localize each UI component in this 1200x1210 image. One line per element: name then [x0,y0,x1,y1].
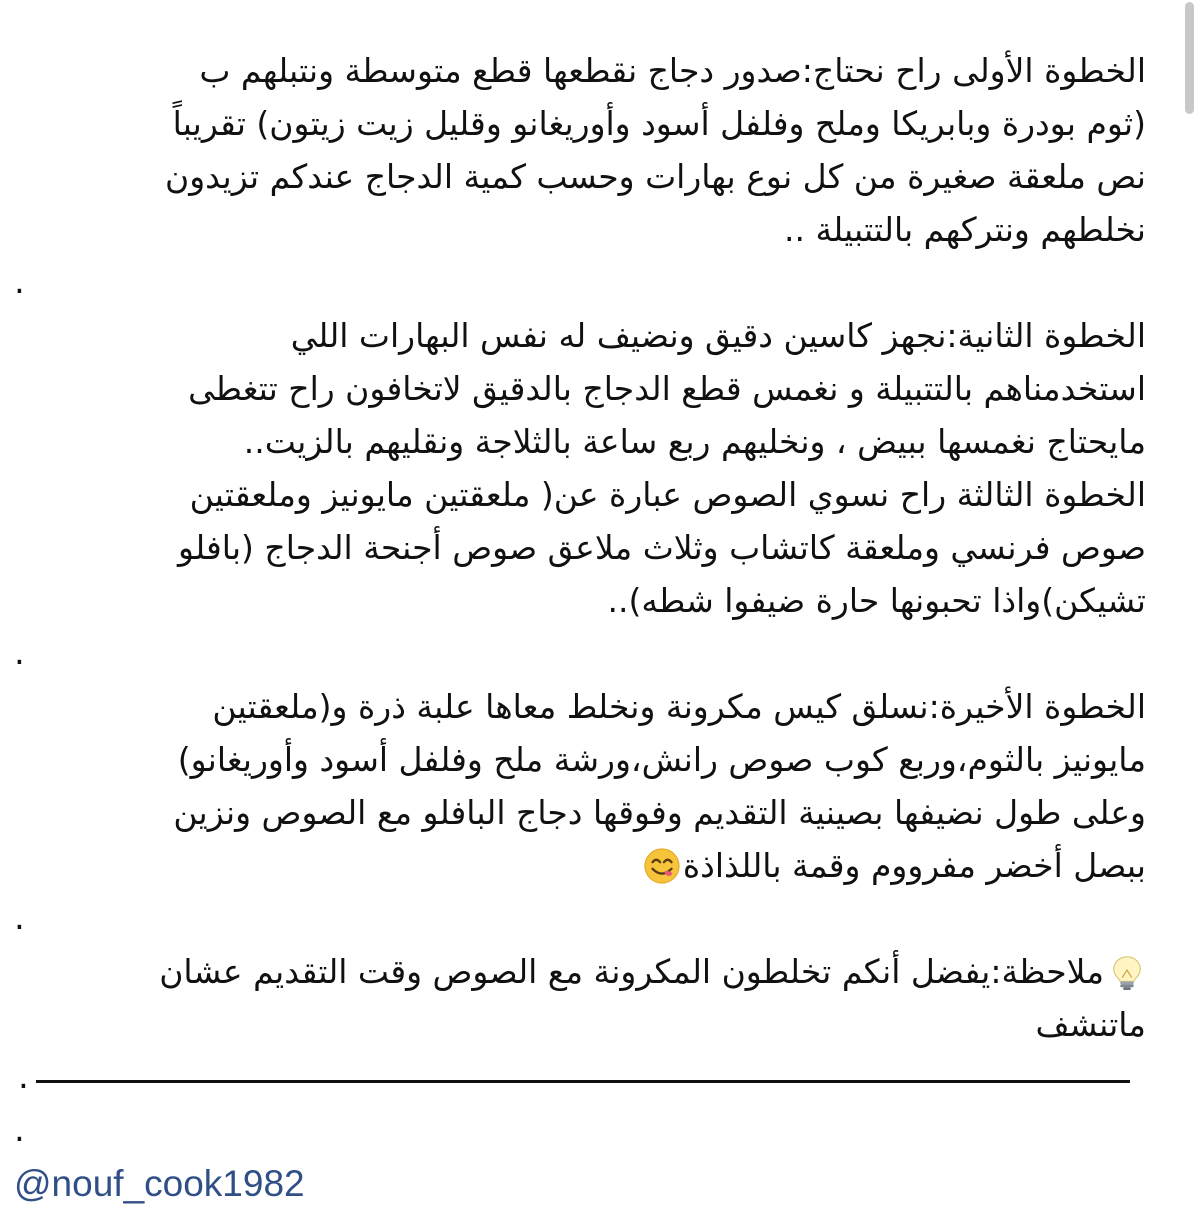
divider-dot: . [18,1057,29,1097]
note-body [14,44,1146,1210]
step-three-line-1: الخطوة الثالثة راح نسوي الصوص عبارة عن( ملعقتين مايونيز وملعقتين [189,475,1146,514]
step-four-line-1: الخطوة الأخيرة:نسلق كيس مكرونة ونخلط معاها علبة ذرة و(ملعقتين [212,687,1146,726]
step-three-line-2: صوص فرنسي وملعقة كاتشاب وثلاث ملاعق صوص أجنحة الدجاج (بافلو [178,528,1146,567]
step-one-line-1: الخطوة الأولى راح نحتاج:صدور دجاج نقطعها قطع متوسطة ونتبلهم ب [199,51,1146,90]
face-savoring-food-icon [643,847,681,885]
step-one-line-4: نخلطهم ونتركهم بالتتبيلة .. [783,210,1146,249]
step-two-line-2: استخدمناهم بالتتبيلة و نغمس قطع الدجاج بالدقيق لاتخافون راح تتغطى [188,369,1146,408]
step-three-line-3: تشيكن)واذا تحبونها حارة ضيفوا شطه).. [607,581,1146,620]
separator-dot: . [14,262,25,302]
separator-dot: . [14,898,25,938]
separator-dot: . [14,1110,25,1150]
author-handle-link[interactable]: @nouf_cook1982 [14,1163,305,1204]
step-four-line-4-text: ببصل أخضر مفرووم وقمة باللذاذة [682,846,1146,885]
tip-line-2: ماتنشف [1035,1005,1146,1044]
step-four-line-2: مايونيز بالثوم،وربع كوب صوص رانش،ورشة ملح وفلفل أسود وأوريغانو) [177,740,1146,779]
step-one-line-2: (ثوم بودرة وبابريكا وملح وفلفل أسود وأوريغانو وقليل زيت زيتون) تقريباً [172,104,1146,143]
tip-line-1 [14,945,1146,998]
light-bulb-icon [1108,953,1146,991]
step-one-line-3: نص ملعقة صغيرة من كل نوع بهارات وحسب كمية الدجاج عندكم تزيدون [165,157,1146,196]
step-two-line-1: الخطوة الثانية:نجهز كاسين دقيق ونضيف له نفس البهارات اللي [290,316,1146,355]
scrollbar[interactable] [1184,0,1194,1173]
scrollbar-thumb[interactable] [1185,2,1194,114]
divider-line [36,1080,1130,1083]
step-two-line-3: مايحتاج نغمسها ببيض ، ونخليهم ربع ساعة بالثلاجة ونقليهم بالزيت.. [243,422,1146,461]
tip-line-1-text: ملاحظة:يفضل أنكم تخلطون المكرونة مع الصوص وقت التقديم عشان [159,952,1104,991]
step-four-line-4 [14,839,1146,892]
step-four-line-3: وعلى طول نضيفها بصينية التقديم وفوقها دجاج البافلو مع الصوص ونزين [173,793,1146,832]
separator-dot: . [14,633,25,673]
divider-row [14,1051,1146,1104]
